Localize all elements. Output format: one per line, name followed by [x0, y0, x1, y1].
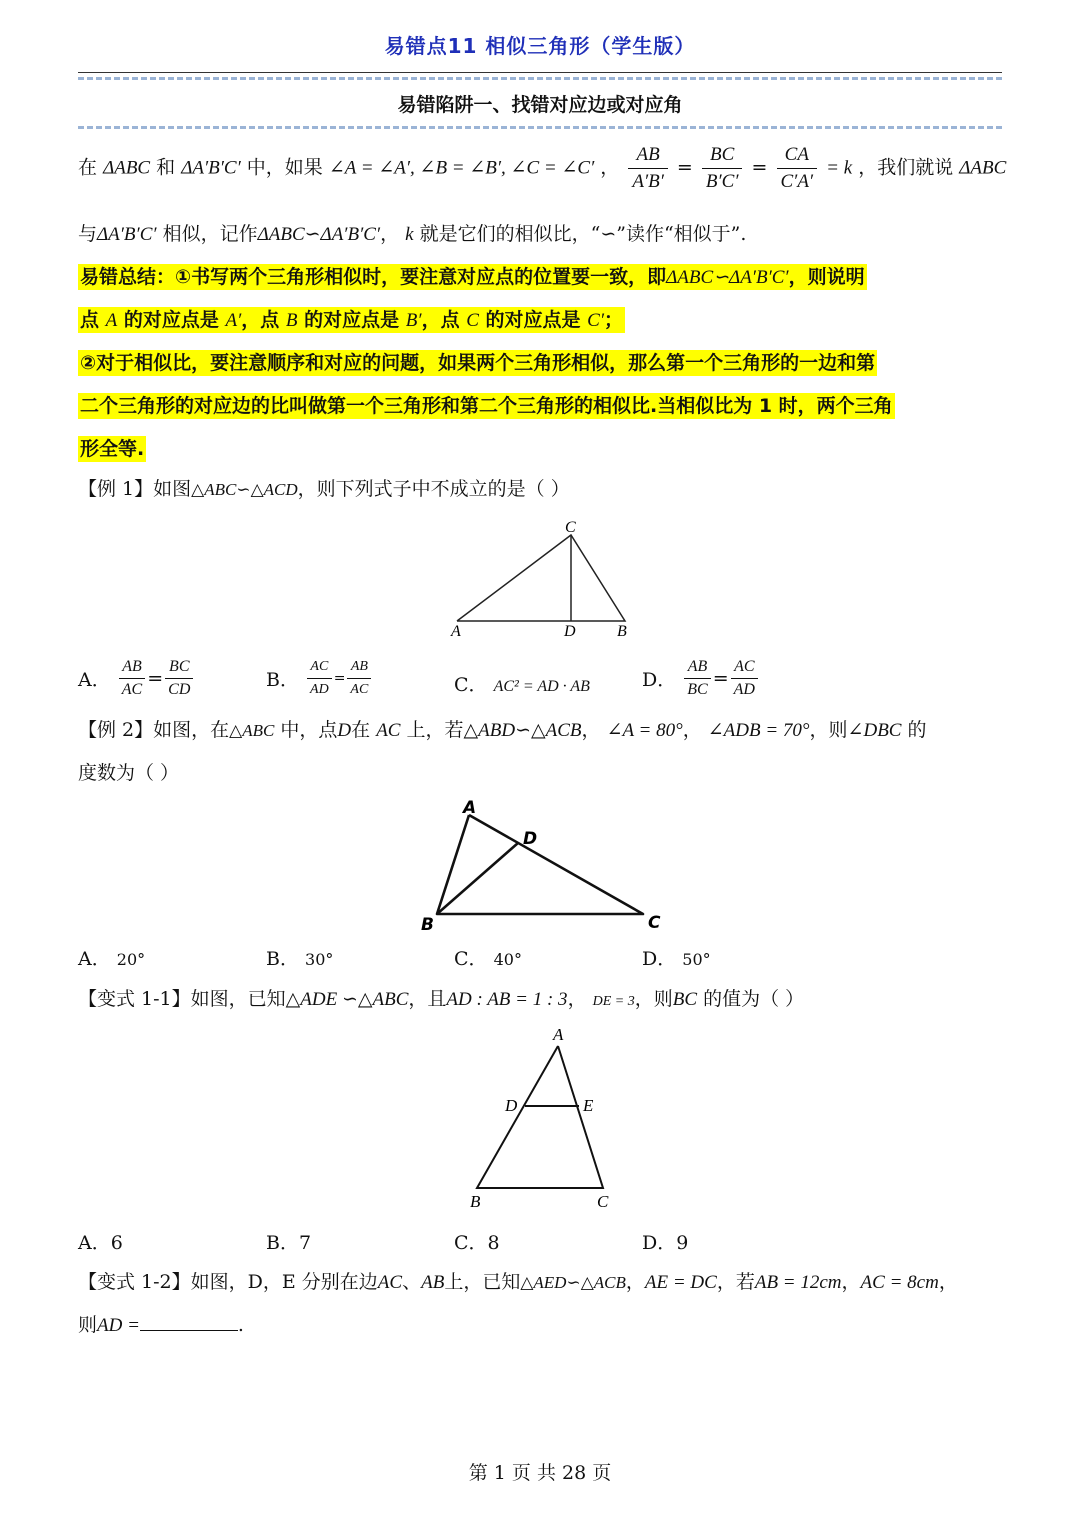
math: ∠A = 80°	[606, 720, 683, 741]
page-footer: 第 1 页 共 28 页	[468, 1462, 612, 1484]
denominator: AC	[350, 682, 369, 697]
option-label: D．	[642, 948, 677, 970]
label-c: C	[648, 913, 661, 933]
summary-line-4	[78, 389, 895, 423]
section-dash-top	[78, 77, 1002, 80]
example-2-figure	[410, 795, 670, 940]
text: 如图，已知	[190, 988, 286, 1010]
variant-1-1-figure	[460, 1022, 640, 1217]
numerator: AC	[731, 656, 758, 679]
option-label: C．	[454, 948, 488, 970]
example-2-option-b[interactable]	[266, 944, 333, 971]
text: ，我们就说	[858, 156, 954, 179]
label-a: A	[463, 798, 477, 818]
label-c: C	[597, 1192, 609, 1211]
denominator: AD	[310, 682, 329, 697]
text: ，	[938, 1271, 958, 1293]
text: 则	[78, 1314, 98, 1336]
option-label: A．	[78, 669, 111, 691]
summary-line-3	[78, 346, 877, 380]
text: 如图，D，E 分别在边	[190, 1271, 378, 1293]
numerator: AB	[347, 656, 371, 679]
numerator: AB	[628, 142, 668, 169]
denominator: CD	[168, 681, 191, 698]
text: 如图	[153, 478, 192, 500]
math: C′	[587, 310, 604, 331]
math: AC	[376, 720, 401, 741]
option-label: A．	[78, 948, 111, 970]
text: ，	[625, 1271, 645, 1293]
math: △ABC∽△ACD	[191, 480, 298, 499]
math: k	[405, 224, 414, 245]
text: 与	[78, 223, 98, 245]
fraction	[684, 656, 710, 701]
example-2-question-line-2	[78, 759, 179, 787]
math: AC = 8cm	[860, 1272, 939, 1293]
label-d: D	[523, 829, 538, 849]
option-label: A．	[78, 1232, 111, 1254]
option-value: 20°	[116, 950, 146, 969]
example-label: 【例 2】	[78, 719, 154, 741]
variant-1-1-option-c[interactable]	[454, 1228, 500, 1255]
option-value: 6	[110, 1232, 123, 1254]
math: DE = 3	[592, 994, 635, 1009]
text: 上，已知	[444, 1271, 521, 1293]
text: ，	[841, 1271, 861, 1293]
section-title: 易错陷阱一、找错对应边或对应角	[397, 94, 683, 116]
definition-line-1	[78, 142, 1006, 195]
text: ，则	[809, 719, 848, 741]
summary-highlight: 二个三角形的对应边的比叫做第一个三角形和第二个三角形的相似比.当相似比为 1 时，两个三角	[80, 395, 893, 417]
option-label: D．	[642, 1232, 677, 1254]
math: AD : AB = 1 : 3	[446, 989, 568, 1010]
option-label: C．	[454, 674, 488, 696]
denominator: A′B′	[632, 171, 664, 192]
triangle-abc	[477, 1046, 603, 1188]
numerator: BC	[702, 142, 743, 169]
fraction	[347, 656, 371, 701]
text: ，若	[716, 1271, 755, 1293]
math: ΔA′B′C′	[97, 224, 157, 245]
fraction-ab	[628, 142, 668, 195]
example-2-option-d[interactable]	[642, 944, 711, 971]
denominator: BC	[687, 681, 708, 698]
text: 的	[907, 719, 927, 741]
angle-equalities: ∠A = ∠A′, ∠B = ∠B′, ∠C = ∠C′	[328, 157, 595, 179]
definition-line-2	[78, 220, 746, 249]
text: ，	[600, 156, 620, 179]
option-value: 7	[298, 1232, 312, 1254]
label-b: B	[421, 915, 434, 935]
text: 和	[156, 156, 176, 179]
math: D	[337, 720, 352, 741]
math: AB	[421, 1272, 445, 1293]
math: ΔABC∽ΔA′B′C′	[257, 224, 381, 245]
fraction	[119, 656, 145, 701]
label-b: B	[470, 1192, 481, 1211]
document-title: 易错点11 相似三角形（学生版）	[384, 34, 696, 58]
label-d: D	[505, 1096, 518, 1115]
text: 在	[78, 156, 98, 179]
example-1-figure	[440, 515, 650, 645]
text: 中，如果	[246, 156, 323, 179]
text: 相似，记作	[162, 223, 258, 245]
text: 度数为（ ）	[78, 762, 180, 784]
math: ΔABC	[959, 157, 1007, 179]
answer-blank[interactable]	[140, 1312, 238, 1331]
math: AC	[377, 1272, 403, 1293]
label-b: B	[617, 623, 627, 640]
text: 在	[351, 719, 371, 741]
example-1-option-d[interactable]	[642, 656, 760, 701]
text: 的对应点是	[485, 309, 581, 331]
equals: =	[751, 156, 768, 179]
variant-1-1-option-d[interactable]	[642, 1228, 688, 1255]
math: A	[105, 310, 118, 331]
numerator: AB	[119, 656, 145, 679]
fraction-ca	[777, 142, 818, 195]
summary-highlight	[78, 307, 625, 333]
text: 点	[80, 309, 100, 331]
text: ，	[682, 719, 702, 741]
text: ，点	[421, 309, 460, 331]
math: AB = 12cm	[754, 1272, 842, 1293]
option-value: 30°	[305, 950, 334, 969]
equals-k: = k	[826, 157, 853, 179]
math: △ADE ∽△ABC	[285, 989, 409, 1010]
variant-1-1-option-b[interactable]	[266, 1228, 311, 1255]
text: ，则	[634, 988, 673, 1010]
denominator: AC	[121, 681, 143, 698]
summary-line-5	[78, 432, 146, 466]
text: 就是它们的相似比，“∽”读作“相似于”.	[419, 223, 747, 245]
text: .	[237, 1314, 244, 1336]
text: 中，点	[280, 719, 338, 741]
equals: =	[333, 670, 346, 687]
text: ，且	[408, 988, 447, 1010]
example-2-question-line-1	[78, 716, 927, 745]
fraction	[731, 656, 758, 701]
option-label: C．	[454, 1232, 488, 1254]
math: AD =	[97, 1315, 140, 1336]
math: ∠DBC	[847, 720, 902, 741]
label-c: C	[565, 519, 576, 536]
example-label: 【变式 1-2】	[78, 1271, 191, 1293]
text: 如图，在	[153, 719, 230, 741]
text: 的对应点是	[123, 309, 219, 331]
numerator: CA	[777, 142, 818, 169]
text: ，则下列式子中不成立的是（ ）	[297, 478, 570, 500]
label-a: A	[553, 1025, 564, 1044]
label-d: D	[564, 623, 576, 640]
summary-highlight: 形全等.	[80, 438, 145, 460]
text: ，	[380, 223, 400, 245]
equals: =	[676, 156, 693, 179]
option-label: B．	[266, 1232, 299, 1254]
math: AE = DC	[644, 1272, 717, 1293]
example-1-option-b[interactable]	[266, 656, 373, 701]
header-rule	[78, 72, 1002, 73]
example-label: 【变式 1-1】	[78, 988, 191, 1010]
example-1-option-a[interactable]	[78, 656, 195, 701]
math: A′	[225, 310, 242, 331]
fraction	[307, 656, 332, 701]
math: C	[466, 310, 479, 331]
example-label: 【例 1】	[78, 478, 154, 500]
summary-highlight	[78, 264, 867, 290]
example-2-option-a[interactable]	[78, 944, 145, 971]
denominator: C′A′	[780, 171, 814, 192]
text: 上，若	[406, 719, 464, 741]
option-label: B．	[266, 948, 299, 970]
text: 的值为（ ）	[703, 988, 805, 1010]
variant-1-1-question	[78, 985, 804, 1016]
example-1-option-c[interactable]	[454, 670, 590, 697]
label-e: E	[583, 1096, 594, 1115]
math: △AED∽△ACB	[520, 1273, 626, 1292]
math: △ABD∽△ACB	[463, 720, 582, 741]
math: ∠ADB = 70°	[707, 720, 810, 741]
math: B′	[405, 310, 422, 331]
option-label: B．	[266, 669, 299, 691]
fraction-bc	[702, 142, 743, 195]
math: AC² = AD · AB	[493, 678, 590, 695]
text: ，点	[241, 309, 280, 331]
numerator: AC	[307, 656, 332, 679]
numerator: AB	[684, 656, 710, 679]
variant-1-1-option-a[interactable]	[78, 1228, 123, 1255]
equals: =	[147, 667, 164, 690]
math: ΔABC∽ΔA′B′C′	[666, 267, 789, 288]
text: ，	[581, 719, 601, 741]
equals: =	[712, 667, 729, 690]
text: ，则说明	[788, 266, 865, 288]
text: 、	[402, 1271, 422, 1293]
summary-highlight: ②对于相似比，要注意顺序和对应的问题，如果两个三角形相似，那么第一个三角形的一边和第	[80, 352, 876, 374]
denominator: AD	[733, 681, 755, 698]
math: △ABC	[229, 721, 275, 740]
variant-1-2-question-line-1	[78, 1268, 958, 1297]
label-a: A	[451, 623, 461, 640]
example-2-option-c[interactable]	[454, 944, 522, 971]
text: 易错总结：①书写两个三角形相似时，要注意对应点的位置要一致，即	[80, 266, 667, 288]
option-value: 9	[676, 1232, 689, 1254]
summary-line-1	[78, 260, 867, 295]
option-value: 8	[487, 1232, 500, 1254]
math: BC	[672, 989, 698, 1010]
variant-1-2-question-line-2	[78, 1311, 244, 1340]
triangle-abc	[437, 815, 643, 914]
denominator: B′C′	[705, 171, 739, 192]
triangle-abc	[457, 535, 625, 621]
numerator: BC	[165, 656, 193, 679]
option-label: D．	[642, 669, 677, 691]
option-value: 50°	[682, 950, 711, 969]
summary-line-2	[78, 303, 625, 338]
math: ΔA′B′C′	[181, 157, 241, 179]
section-dash-bottom	[78, 126, 1002, 129]
math: B	[285, 310, 298, 331]
option-value: 40°	[493, 950, 522, 969]
fraction	[165, 656, 193, 701]
example-1-question	[78, 475, 570, 504]
text: ；	[604, 309, 624, 331]
text: ，	[567, 988, 587, 1010]
math: ΔABC	[103, 157, 151, 179]
text: 的对应点是	[304, 309, 400, 331]
